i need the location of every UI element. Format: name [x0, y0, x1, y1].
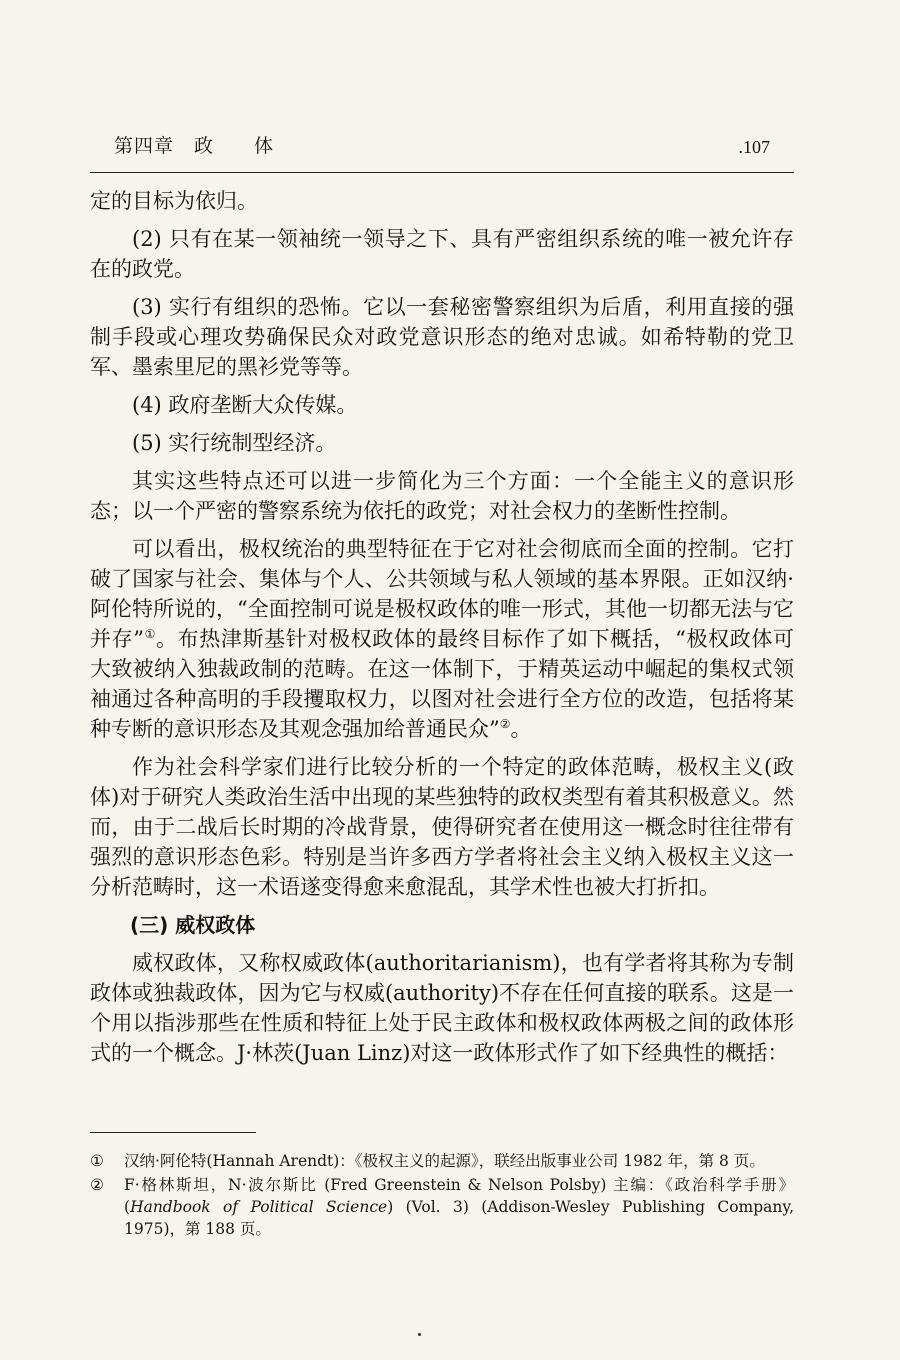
paragraph-6: 其实这些特点还可以进一步简化为三个方面：一个全能主义的意识形态；以一个严密的警察系统为依托的政党；对社会权力的垄断性控制。 — [90, 469, 794, 523]
footnotes — [90, 1150, 794, 1242]
chapter-title: 第四章 政 体 — [114, 135, 275, 157]
paragraph-7-part-a: 可以看出，极权统治的典型特征在于它对社会彻底而全面的控制。它打破了国家与社会、集体与个人、公共领域与私人领域的基本界限。正如汉纳·阿伦特所说的，“全面控制可说是极权政体的唯一形式，其他一切都无法与它并存” — [90, 537, 794, 651]
footnote-2-book-title: Handbook of Political Science — [130, 1198, 388, 1216]
paragraph-5: (5) 实行统制型经济。 — [132, 431, 337, 455]
footnote-2-text-a: F·格林斯坦，N·波尔斯比 (Fred Greenstein & Nelson Polsby) 主编：《政治科学手册》( — [124, 1176, 794, 1216]
paragraph-9: 威权政体，又称权威政体(authoritarianism)，也有学者将其称为专制政体或独裁政体，因为它与权威(authority)不存在任何直接的联系。这是一个用以指涉那些在性质和特征上处于民主政体和极权政体两极之间的政体形式的一个概念。J·林茨(Juan Linz)对这一政体形式作了如下经典性的概括： — [90, 951, 794, 1065]
footnote-rule — [90, 1132, 256, 1133]
footnote-1 — [90, 1150, 794, 1172]
footnote-ref-2[interactable]: ② — [499, 717, 511, 731]
footnote-1-mark: ① — [90, 1152, 104, 1170]
main-text — [90, 186, 794, 1076]
page-number: .107 — [738, 137, 770, 157]
footnote-2-text-b: ) (Vol. 3) (Addison-Wesley Publishing Company, 1975)，第 188 页。 — [124, 1198, 794, 1238]
header-rule — [90, 172, 794, 173]
page-speck — [418, 1333, 421, 1336]
footnote-2-text — [124, 1174, 794, 1240]
running-header — [92, 131, 792, 171]
footnote-ref-1[interactable]: ① — [144, 627, 157, 641]
paragraph-4: (4) 政府垄断大众传媒。 — [132, 393, 358, 417]
footnote-2 — [90, 1174, 794, 1240]
paragraph-7-part-c: 。 — [510, 717, 532, 741]
paragraph-3: (3) 实行有组织的恐怖。它以一套秘密警察组织为后盾，利用直接的强制手段或心理攻势确保民众对政党意识形态的绝对忠诚。如希特勒的党卫军、墨索里尼的黑衫党等等。 — [90, 295, 794, 379]
paragraph-7 — [90, 534, 794, 744]
paragraph-8: 作为社会科学家们进行比较分析的一个特定的政体范畴，极权主义(政体)对于研究人类政治生活中出现的某些独特的政权类型有着其积极意义。然而，由于二战后长时期的冷战背景，使得研究者在使用这一概念时往往带有强烈的意识形态色彩。特别是当许多西方学者将社会主义纳入极权主义这一分析范畴时，这一术语遂变得愈来愈混乱，其学术性也被大打折扣。 — [90, 755, 794, 899]
section-heading: (三) 威权政体 — [130, 913, 256, 937]
paragraph-7-part-b: 。布热津斯基针对极权政体的最终目标作了如下概括，“极权政体可大致被纳入独裁政制的范畴。在这一体制下，于精英运动中崛起的集权式领袖通过各种高明的手段攫取权力，以图对社会进行全方位的改造，包括将某种专断的意识形态及其观念强加给普通民众” — [90, 627, 794, 741]
footnote-2-mark: ② — [90, 1176, 104, 1194]
paragraph-2: (2) 只有在某一领袖统一领导之下、具有严密组织系统的唯一被允许存在的政党。 — [90, 227, 794, 281]
footnote-1-text: 汉纳·阿伦特(Hannah Arendt)：《极权主义的起源》，联经出版事业公司 1982 年，第 8 页。 — [124, 1152, 765, 1170]
paragraph-1: 定的目标为依归。 — [90, 189, 258, 213]
